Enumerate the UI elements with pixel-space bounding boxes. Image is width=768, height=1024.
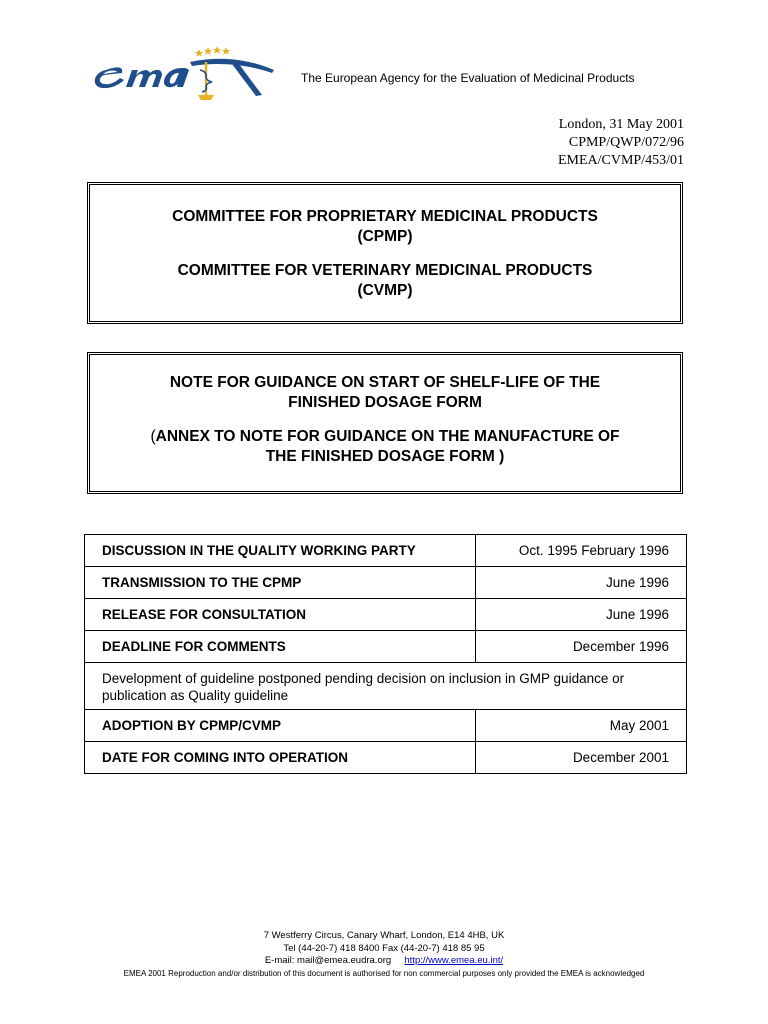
table-row xyxy=(85,567,687,599)
guidance-title-line1: NOTE FOR GUIDANCE ON START OF SHELF-LIFE OF THE xyxy=(169,374,601,391)
row-label: DATE FOR COMING INTO OPERATION xyxy=(85,742,476,774)
footer-phone-fax: Tel (44-20-7) 418 8400 Fax (44-20-7) 418 85 95 xyxy=(283,942,485,954)
cpmp-abbreviation: (CPMP) xyxy=(357,228,413,245)
table-row xyxy=(85,599,687,631)
guidance-title-box xyxy=(87,352,683,494)
cpmp-title: COMMITTEE FOR PROPRIETARY MEDICINAL PRODUCTS xyxy=(172,208,598,225)
table-row xyxy=(85,631,687,663)
row-label: RELEASE FOR CONSULTATION xyxy=(85,599,476,631)
row-value: Oct. 1995 February 1996 xyxy=(476,535,687,567)
website-link[interactable]: http://www.emea.eu.int/ xyxy=(404,955,504,966)
table-row xyxy=(85,710,687,742)
annex-title-line1 xyxy=(90,427,680,447)
annex-title-line2: THE FINISHED DOSAGE FORM ) xyxy=(265,448,505,465)
table-row xyxy=(85,742,687,774)
cvmp-abbreviation: (CVMP) xyxy=(357,282,413,299)
reference-number-cpmp: CPMP/QWP/072/96 xyxy=(568,135,684,150)
row-value: May 2001 xyxy=(476,710,687,742)
committee-box xyxy=(87,182,683,324)
row-value: June 1996 xyxy=(476,567,687,599)
footer-address: 7 Westferry Circus, Canary Wharf, London, E14 4HB, UK xyxy=(263,930,505,941)
footer-contact xyxy=(0,955,768,968)
postponement-note: Development of guideline postponed pending decision on inclusion in GMP guidance or publication as Quality guideline xyxy=(85,663,687,710)
place-date: London, 31 May 2001 xyxy=(558,117,684,132)
row-value: December 2001 xyxy=(476,742,687,774)
agency-name: The European Agency for the Evaluation of Medicinal Products xyxy=(301,71,635,85)
table-row xyxy=(85,535,687,567)
annex-open-paren: ( xyxy=(150,428,156,445)
schedule-table xyxy=(84,534,687,774)
row-value: June 1996 xyxy=(476,599,687,631)
row-label: ADOPTION BY CPMP/CVMP xyxy=(85,710,476,742)
footer-copyright: EMEA 2001 Reproduction and/or distribution of this document is authorised for non commercial purposes only provided the EMEA is acknowledged xyxy=(123,968,645,978)
emea-logo xyxy=(86,40,276,102)
footer-email: E-mail: mail@emea.eudra.org xyxy=(264,955,392,966)
cvmp-title: COMMITTEE FOR VETERINARY MEDICINAL PRODUCTS xyxy=(177,262,593,279)
row-label: TRANSMISSION TO THE CPMP xyxy=(85,567,476,599)
page-footer xyxy=(0,930,768,979)
row-value: December 1996 xyxy=(476,631,687,663)
page-header xyxy=(86,40,686,120)
guidance-title-line2: FINISHED DOSAGE FORM xyxy=(288,394,482,411)
document-references xyxy=(558,116,684,170)
annex-title-text: ANNEX TO NOTE FOR GUIDANCE ON THE MANUFACTURE OF xyxy=(155,428,620,445)
table-row-note xyxy=(85,663,687,710)
row-label: DEADLINE FOR COMMENTS xyxy=(85,631,476,663)
row-label: DISCUSSION IN THE QUALITY WORKING PARTY xyxy=(85,535,476,567)
reference-number-emea: EMEA/CVMP/453/01 xyxy=(557,153,684,168)
